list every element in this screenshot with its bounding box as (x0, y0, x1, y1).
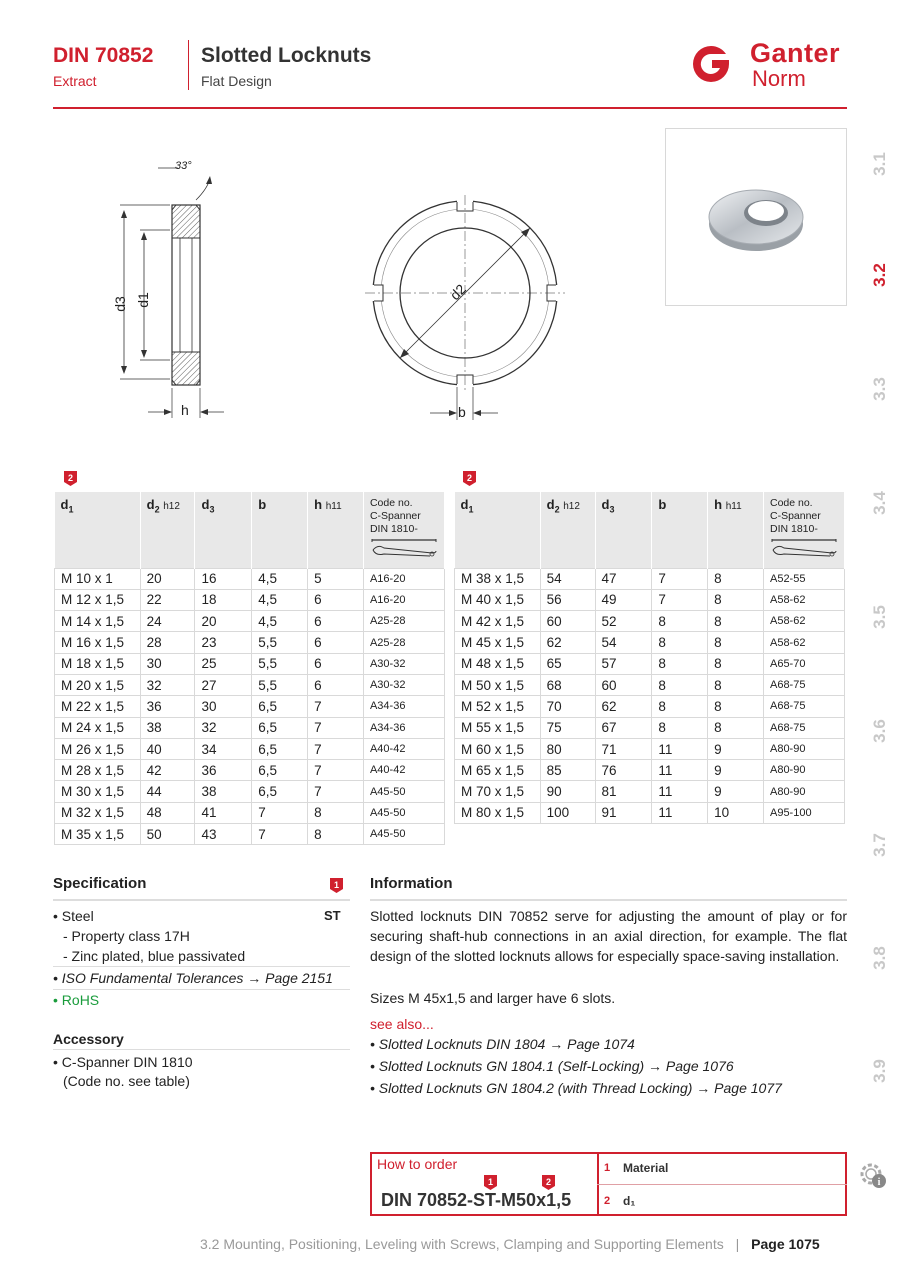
table-cell: M 24 x 1,5 (55, 717, 141, 738)
svg-text:2: 2 (466, 473, 473, 483)
spec-zinc: - Zinc plated, blue passivated (63, 948, 246, 964)
information-slots-note: Sizes M 45x1,5 and larger have 6 slots. (370, 990, 616, 1006)
side-index-item[interactable]: 3.3 (870, 377, 889, 401)
table-cell: M 48 x 1,5 (455, 653, 541, 674)
information-title: Information (370, 875, 453, 892)
table-row (55, 717, 445, 738)
table-cell: 8 (652, 674, 708, 695)
spec-iso-link[interactable]: • ISO Fundamental Tolerances → Page 2151 (53, 970, 333, 986)
table-cell: A30-32 (363, 674, 444, 695)
table-cell: 5,5 (252, 653, 308, 674)
table-cell: 24 (140, 611, 195, 632)
table-row (55, 589, 445, 610)
table-cell: 6 (308, 674, 364, 695)
side-index-item[interactable]: 3.1 (870, 152, 889, 176)
spec-divider (53, 966, 350, 967)
table-cell: A45-50 (363, 802, 444, 823)
see-also-link[interactable]: • Slotted Locknuts GN 1804.2 (with Thread Locking) → Page 1077 (370, 1080, 782, 1096)
table-cell: 75 (540, 717, 595, 738)
table-cell: 8 (652, 696, 708, 717)
front-view-drawing (360, 195, 570, 430)
label-h: h (181, 402, 189, 418)
table-cell: 4,5 (252, 568, 308, 589)
table-cell: 54 (595, 632, 652, 653)
badge-1-icon (484, 1175, 497, 1190)
table-cell: 25 (195, 653, 252, 674)
col-b: b (652, 492, 708, 568)
table-cell: 20 (195, 611, 252, 632)
table-cell: 38 (195, 781, 252, 802)
table-cell: A58-62 (763, 589, 844, 610)
table-row (455, 653, 845, 674)
table-cell: M 65 x 1,5 (455, 760, 541, 781)
table-row (455, 696, 845, 717)
table-cell: A45-50 (363, 781, 444, 802)
locknut-image-icon (666, 129, 848, 307)
table-cell: 90 (540, 781, 595, 802)
table-cell: 6,5 (252, 738, 308, 759)
table-cell: 6 (308, 611, 364, 632)
table-cell: 54 (540, 568, 595, 589)
table-cell: 30 (140, 653, 195, 674)
svg-text:1: 1 (333, 880, 340, 890)
c-spanner-icon (770, 536, 838, 558)
table-cell: 8 (652, 611, 708, 632)
table-cell: 6,5 (252, 696, 308, 717)
table-row (55, 568, 445, 589)
table-cell: 7 (308, 696, 364, 717)
page-number: Page 1075 (751, 1236, 820, 1252)
table-cell: 22 (140, 589, 195, 610)
table-cell: 10 (708, 802, 764, 823)
badge-2-icon (463, 471, 476, 486)
col-d1: $d_1$ (55, 492, 141, 568)
table-cell: A16-20 (363, 589, 444, 610)
spec-property: - Property class 17H (63, 928, 190, 944)
see-also-link[interactable]: • Slotted Locknuts GN 1804.1 (Self-Locking) → Page 1076 (370, 1058, 734, 1074)
table-row (55, 824, 445, 845)
table-cell: 57 (595, 653, 652, 674)
spec-steel-code: ST (324, 908, 341, 923)
table-cell: 8 (308, 824, 364, 845)
table-header-row (455, 492, 845, 568)
table-cell: 41 (195, 802, 252, 823)
dimensions-table-left (54, 492, 445, 845)
table-row (455, 760, 845, 781)
table-cell: M 20 x 1,5 (55, 674, 141, 695)
table-cell: 18 (195, 589, 252, 610)
side-index-item[interactable]: 3.5 (870, 605, 889, 629)
spec-rohs: • RoHS (53, 992, 100, 1008)
table-cell: 8 (708, 632, 764, 653)
table-cell: 5 (308, 568, 364, 589)
col-b: b (252, 492, 308, 568)
table-cell: A34-36 (363, 696, 444, 717)
table-cell: 62 (540, 632, 595, 653)
col-h: h h11 (708, 492, 764, 568)
see-also-link[interactable]: • Slotted Locknuts DIN 1804 → Page 1074 (370, 1036, 635, 1052)
table-cell: 20 (140, 568, 195, 589)
information-rule (370, 899, 847, 901)
col-code: Code no. C-Spanner DIN 1810- (763, 492, 844, 568)
table-cell: M 14 x 1,5 (55, 611, 141, 632)
table-cell: M 50 x 1,5 (455, 674, 541, 695)
table-cell: 7 (308, 717, 364, 738)
table-cell: 43 (195, 824, 252, 845)
table-cell: 81 (595, 781, 652, 802)
table-cell: 11 (652, 738, 708, 759)
table-cell: A68-75 (763, 696, 844, 717)
accessory-rule (53, 1049, 350, 1050)
order-code: DIN 70852-ST-M50x1,5 (381, 1190, 572, 1210)
table-cell: 8 (652, 632, 708, 653)
table-cell: 60 (595, 674, 652, 695)
table-cell: M 35 x 1,5 (55, 824, 141, 845)
table-cell: 30 (195, 696, 252, 717)
table-cell: A58-62 (763, 632, 844, 653)
table-cell: 50 (140, 824, 195, 845)
table-cell: 65 (540, 653, 595, 674)
table-cell: 80 (540, 738, 595, 759)
svg-text:2: 2 (545, 1177, 552, 1187)
table-cell: 5,5 (252, 632, 308, 653)
table-cell: 27 (195, 674, 252, 695)
specification-rule (53, 899, 350, 901)
table-cell: M 12 x 1,5 (55, 589, 141, 610)
table-cell: 60 (540, 611, 595, 632)
table-cell: 44 (140, 781, 195, 802)
table-cell: A34-36 (363, 717, 444, 738)
table-cell: M 55 x 1,5 (455, 717, 541, 738)
table-cell: 4,5 (252, 589, 308, 610)
table-header-row (55, 492, 445, 568)
table-cell: 67 (595, 717, 652, 738)
product-photo (665, 128, 847, 306)
table-cell: 8 (708, 674, 764, 695)
side-index-item[interactable]: 3.7 (870, 833, 889, 857)
table-cell: A58-62 (763, 611, 844, 632)
c-spanner-icon (370, 536, 438, 558)
table-cell: A68-75 (763, 717, 844, 738)
table-row (55, 611, 445, 632)
svg-text:1: 1 (487, 1177, 494, 1187)
label-angle: 33° (175, 160, 192, 172)
table-cell: 6 (308, 653, 364, 674)
table-cell: 8 (708, 589, 764, 610)
table-cell: M 42 x 1,5 (455, 611, 541, 632)
col-d3: $d_3$ (195, 492, 252, 568)
extract-label: Extract (53, 73, 97, 89)
badge-1-icon (330, 878, 343, 893)
how-to-order-title: How to order (377, 1156, 458, 1172)
svg-text:2: 2 (67, 473, 74, 483)
table-row (55, 760, 445, 781)
table-cell: 8 (652, 717, 708, 738)
table-cell: A16-20 (363, 568, 444, 589)
label-b: b (458, 404, 466, 420)
table-cell: 7 (252, 824, 308, 845)
table-cell: 47 (595, 568, 652, 589)
side-index-item[interactable]: 3.4 (870, 491, 889, 515)
table-cell: A52-55 (763, 568, 844, 589)
ganter-logo-icon (686, 42, 736, 86)
table-cell: M 38 x 1,5 (455, 568, 541, 589)
accessory-title: Accessory (53, 1031, 124, 1047)
label-d2: d2 (446, 280, 469, 304)
header-divider (188, 40, 189, 90)
table-cell: 11 (652, 802, 708, 823)
table-cell: 36 (140, 696, 195, 717)
table-cell: 8 (652, 653, 708, 674)
page-subtitle: Flat Design (201, 73, 272, 89)
gear-info-icon[interactable] (858, 1160, 888, 1190)
table-cell: 56 (540, 589, 595, 610)
dimensions-table-right (454, 492, 845, 824)
accessory-line2: (Code no. see table) (63, 1073, 190, 1089)
table-cell: M 70 x 1,5 (455, 781, 541, 802)
table-row (455, 717, 845, 738)
side-index-item[interactable]: 3.2 (870, 263, 889, 287)
table-row (55, 738, 445, 759)
table-cell: M 30 x 1,5 (55, 781, 141, 802)
table-row (55, 653, 445, 674)
table-cell: 42 (140, 760, 195, 781)
see-also-label: see also... (370, 1016, 434, 1032)
table-cell: 48 (140, 802, 195, 823)
table-cell: A68-75 (763, 674, 844, 695)
table-cell: M 40 x 1,5 (455, 589, 541, 610)
table-cell: 32 (195, 717, 252, 738)
table-cell: M 26 x 1,5 (55, 738, 141, 759)
table-cell: A80-90 (763, 760, 844, 781)
table-row (455, 589, 845, 610)
footer (200, 1236, 820, 1252)
table-cell: 9 (708, 738, 764, 759)
label-d1: d1 (134, 292, 151, 308)
table-cell: 7 (652, 568, 708, 589)
page-title: Slotted Locknuts (201, 44, 372, 67)
badge-2-icon (542, 1175, 555, 1190)
table-cell: A40-42 (363, 760, 444, 781)
table-cell: A80-90 (763, 738, 844, 759)
table-cell: M 32 x 1,5 (55, 802, 141, 823)
table-cell: A95-100 (763, 802, 844, 823)
table-cell: 85 (540, 760, 595, 781)
table-cell: M 22 x 1,5 (55, 696, 141, 717)
table-cell: A65-70 (763, 653, 844, 674)
table-cell: 52 (595, 611, 652, 632)
label-d3: d3 (111, 296, 128, 312)
table-row (455, 568, 845, 589)
table-cell: 32 (140, 674, 195, 695)
table-cell: M 80 x 1,5 (455, 802, 541, 823)
table-cell: 7 (308, 781, 364, 802)
footer-separator: | (735, 1236, 740, 1252)
table-cell: M 18 x 1,5 (55, 653, 141, 674)
col-d3: $d_3$ (595, 492, 652, 568)
table-cell: 6 (308, 632, 364, 653)
table-cell: A45-50 (363, 824, 444, 845)
table-cell: 6,5 (252, 760, 308, 781)
table-row (55, 802, 445, 823)
table-row (55, 632, 445, 653)
specification-title: Specification (53, 875, 147, 892)
table-cell: 8 (708, 717, 764, 738)
information-paragraph: Slotted locknuts DIN 70852 serve for adjusting the amount of play or for securing shaft-hub connections in an axial direction, for example. The flat design of the slotted locknuts allows for especially space-saving installation. (370, 908, 847, 964)
table-cell: 8 (708, 653, 764, 674)
table-row (455, 674, 845, 695)
table-cell: 36 (195, 760, 252, 781)
table-cell: 8 (308, 802, 364, 823)
table-cell: A40-42 (363, 738, 444, 759)
table-cell: 38 (140, 717, 195, 738)
logo-text-norm: Norm (752, 66, 806, 91)
table-cell: 6,5 (252, 717, 308, 738)
table-cell: A25-28 (363, 611, 444, 632)
order-row-label: d₁ (623, 1194, 636, 1208)
table-row (455, 802, 845, 823)
table-cell: 9 (708, 781, 764, 802)
side-index-item[interactable]: 3.9 (870, 1059, 889, 1083)
spec-steel: • Steel (53, 908, 94, 924)
table-cell: 8 (708, 611, 764, 632)
table-cell: 40 (140, 738, 195, 759)
header-rule (53, 107, 847, 109)
table-cell: 8 (708, 696, 764, 717)
order-row-number: 2 (604, 1195, 611, 1207)
table-cell: 91 (595, 802, 652, 823)
table-cell: 8 (708, 568, 764, 589)
col-d2: $d_2$ h12 (140, 492, 195, 568)
table-cell: 76 (595, 760, 652, 781)
col-code: Code no. C-Spanner DIN 1810- (363, 492, 444, 568)
col-d2: $d_2$ h12 (540, 492, 595, 568)
table-row (55, 696, 445, 717)
side-section-drawing (100, 150, 250, 425)
side-index-item[interactable]: 3.8 (870, 946, 889, 970)
table-cell: 11 (652, 760, 708, 781)
table-cell: 34 (195, 738, 252, 759)
table-cell: M 16 x 1,5 (55, 632, 141, 653)
table-cell: 6,5 (252, 781, 308, 802)
table-cell: 49 (595, 589, 652, 610)
table-cell: 28 (140, 632, 195, 653)
table-cell: 6 (308, 589, 364, 610)
footer-section: 3.2 Mounting, Positioning, Leveling with Screws, Clamping and Supporting Elements (200, 1236, 724, 1252)
table-cell: 7 (252, 802, 308, 823)
table-cell: 7 (652, 589, 708, 610)
table-cell: A80-90 (763, 781, 844, 802)
svg-text:i: i (877, 1177, 881, 1188)
table-cell: 23 (195, 632, 252, 653)
order-row-label: Material (623, 1161, 669, 1175)
badge-2-icon (64, 471, 77, 486)
table-cell: 4,5 (252, 611, 308, 632)
table-cell: 70 (540, 696, 595, 717)
table-cell: 62 (595, 696, 652, 717)
table-cell: 5,5 (252, 674, 308, 695)
table-row (455, 738, 845, 759)
table-cell: 9 (708, 760, 764, 781)
order-row-number: 1 (604, 1162, 611, 1174)
accessory-line1: • C-Spanner DIN 1810 (53, 1054, 193, 1070)
table-cell: 100 (540, 802, 595, 823)
table-cell: A25-28 (363, 632, 444, 653)
table-row (55, 674, 445, 695)
table-cell: 7 (308, 738, 364, 759)
table-cell: 7 (308, 760, 364, 781)
table-cell: 71 (595, 738, 652, 759)
table-cell: M 60 x 1,5 (455, 738, 541, 759)
col-h: h h11 (308, 492, 364, 568)
table-cell: M 45 x 1,5 (455, 632, 541, 653)
table-cell: 68 (540, 674, 595, 695)
table-cell: 16 (195, 568, 252, 589)
table-row (455, 632, 845, 653)
document-code: DIN 70852 (53, 44, 154, 67)
table-row (455, 611, 845, 632)
table-cell: M 52 x 1,5 (455, 696, 541, 717)
side-index-item[interactable]: 3.6 (870, 719, 889, 743)
logo-text-ganter: Ganter (750, 38, 841, 68)
table-cell: A30-32 (363, 653, 444, 674)
table-cell: 11 (652, 781, 708, 802)
order-row-divider (597, 1184, 847, 1185)
table-cell: M 10 x 1 (55, 568, 141, 589)
table-row (455, 781, 845, 802)
table-cell: M 28 x 1,5 (55, 760, 141, 781)
col-d1: $d_1$ (455, 492, 541, 568)
table-row (55, 781, 445, 802)
